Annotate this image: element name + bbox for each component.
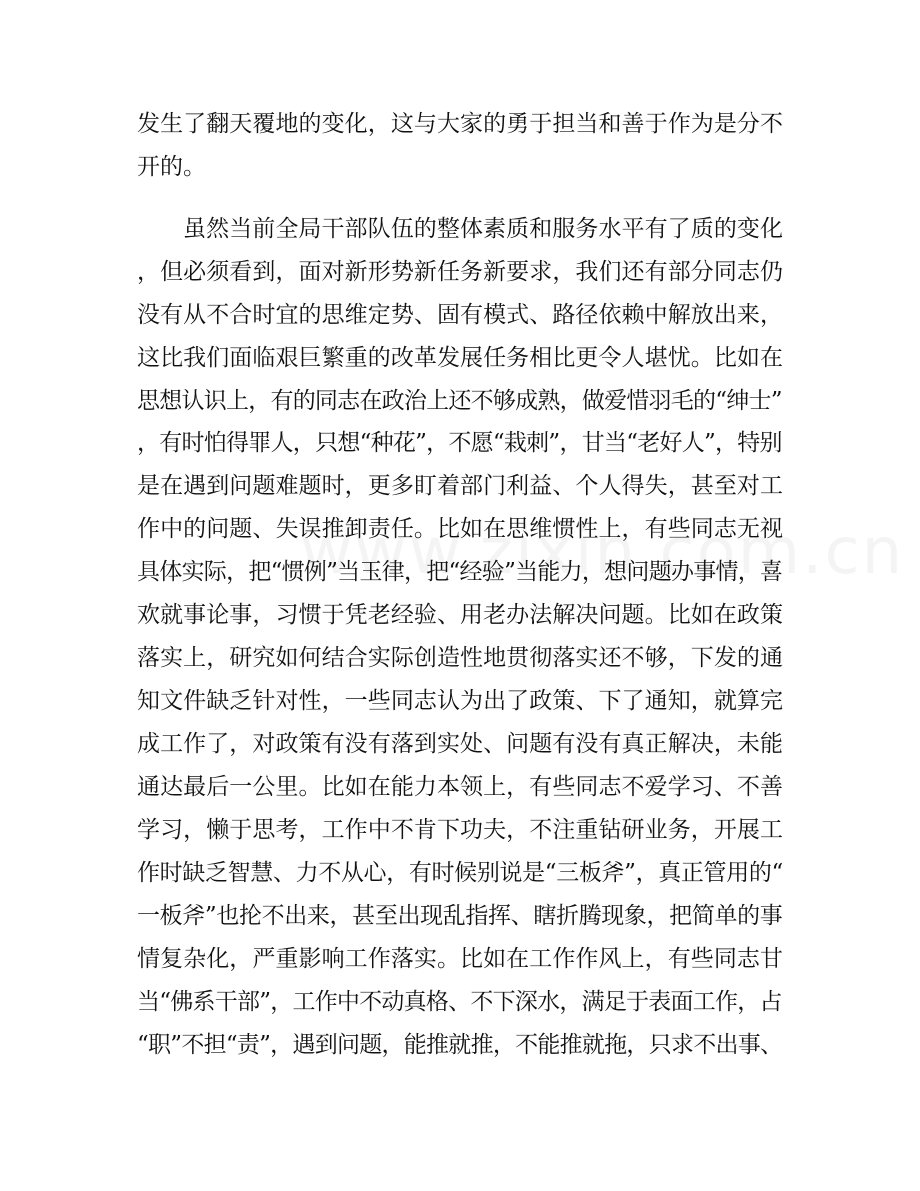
text-line: 开的。 [137, 154, 206, 180]
text-line: 这比我们面临艰巨繁重的改革发展任务相比更令人堪忧。比如在 [137, 345, 784, 371]
text-line: 具体实际，把“惯例”当玉律，把“经验”当能力，想问题办事情，喜 [137, 559, 783, 585]
text-line: 作中的问题、失误推卸责任。比如在思维惯性上，有些同志无视 [137, 516, 784, 542]
text-line: “职”不担“责”，遇到问题，能推就推，不能推就拖，只求不出事、 [137, 1032, 783, 1058]
text-line: 一板斧”也抡不出来，甚至出现乱指挥、瞎折腾现象，把简单的事 [137, 903, 783, 929]
text-line: 知文件缺乏针对性，一些同志认为出了政策、下了通知，就算完 [137, 688, 784, 714]
text-line: ，但必须看到，面对新形势新任务新要求，我们还有部分同志仍 [137, 259, 784, 285]
text-line: 欢就事论事，习惯于凭老经验、用老办法解决问题。比如在政策 [137, 602, 784, 628]
text-line: 成工作了，对政策有没有落到实处、问题有没有真正解决，未能 [137, 731, 784, 757]
text-line: 没有从不合时宜的思维定势、固有模式、路径依赖中解放出来， [137, 302, 784, 328]
text-line: 发生了翻天覆地的变化，这与大家的勇于担当和善于作为是分不 [137, 111, 784, 137]
text-line: 学习，懒于思考，工作中不肯下功夫，不注重钻研业务，开展工 [137, 817, 784, 843]
text-line: 虽然当前全局干部队伍的整体素质和服务水平有了质的变化 [183, 216, 784, 242]
text-line: 思想认识上，有的同志在政治上还不够成熟，做爱惜羽毛的“绅士” [137, 388, 782, 414]
text-line: 当“佛系干部”，工作中不动真格、不下深水，满足于表面工作，占 [137, 989, 782, 1015]
text-line: 是在遇到问题难题时，更多盯着部门利益、个人得失，甚至对工 [137, 473, 784, 499]
text-line: 落实上，研究如何结合实际创造性地贯彻落实还不够，下发的通 [137, 645, 784, 671]
text-line: 情复杂化，严重影响工作落实。比如在工作作风上，有些同志甘 [137, 946, 784, 972]
text-line: 作时缺乏智慧、力不从心，有时候别说是“三板斧”，真正管用的“ [137, 860, 783, 886]
text-line: ，有时怕得罪人，只想“种花”，不愿“栽刺”，甘当“老好人”，特别 [137, 430, 782, 456]
text-line: 通达最后一公里。比如在能力本领上，有些同志不爱学习、不善 [137, 774, 784, 800]
